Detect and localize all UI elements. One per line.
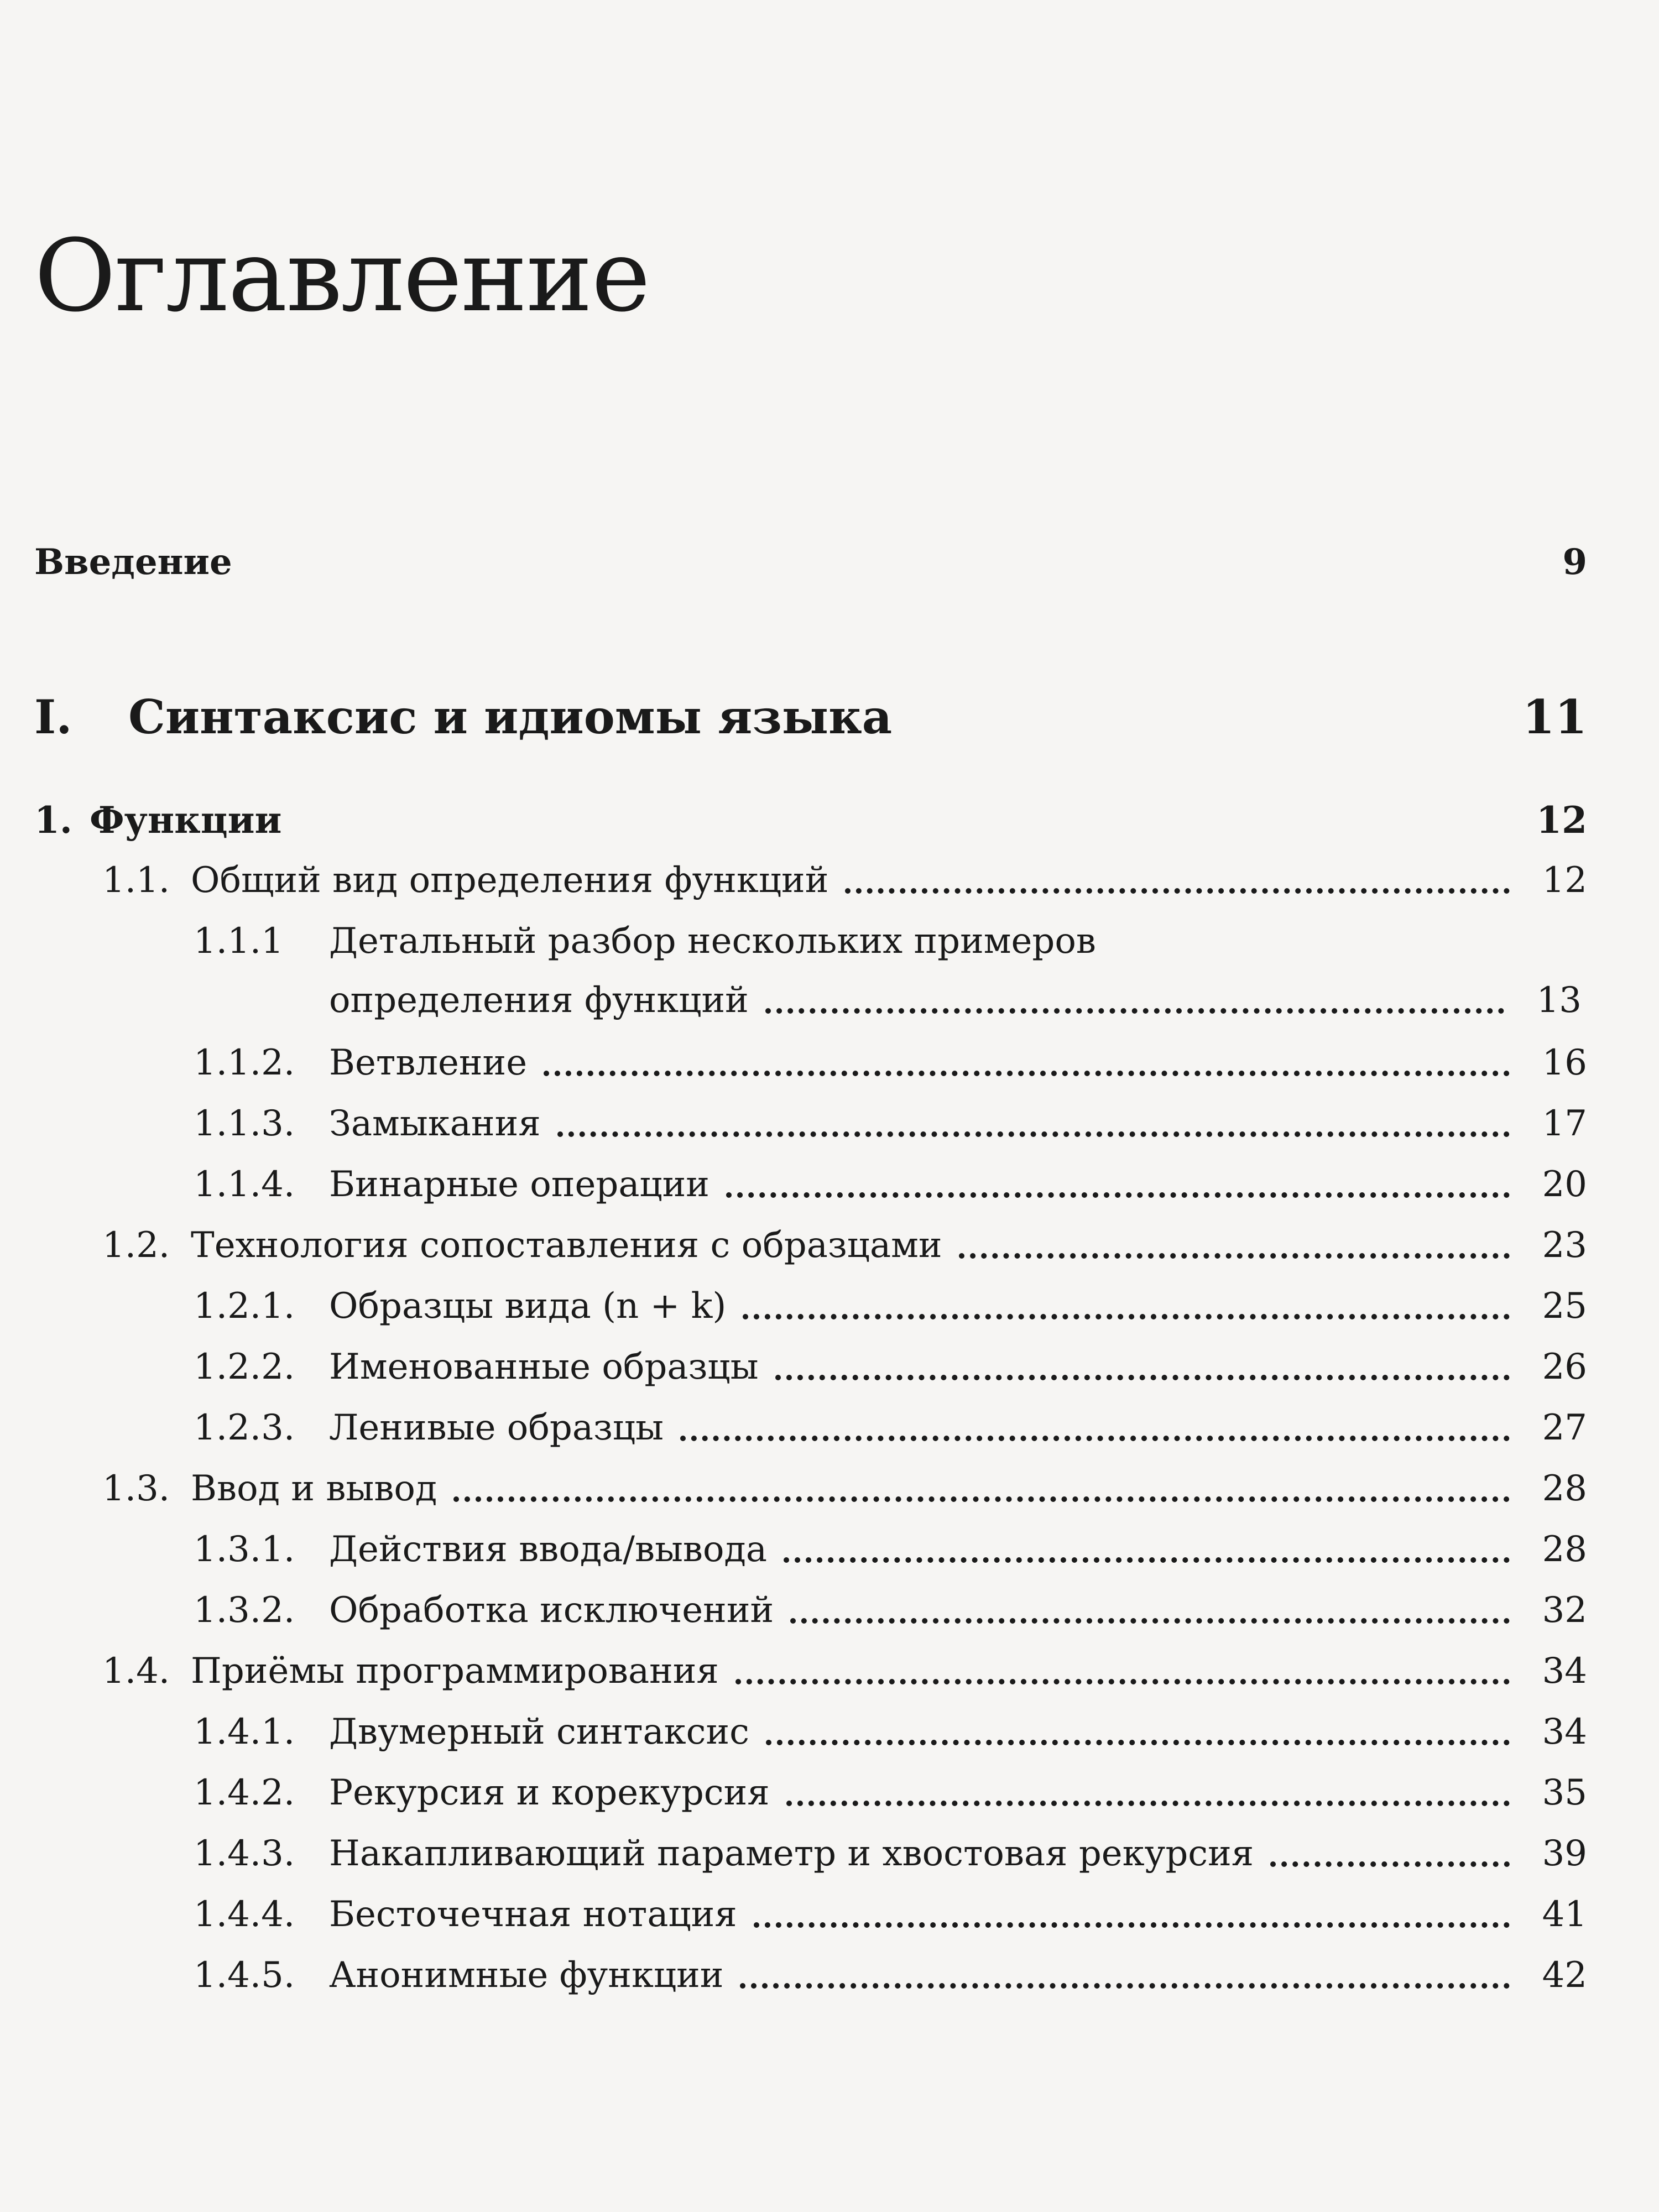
toc-entry-label: Двумерный синтаксис <box>329 1712 749 1752</box>
toc-entry-page: 13 <box>1536 980 1582 1021</box>
toc-leader-dots <box>740 1983 1510 1989</box>
toc-leader-dots <box>790 1618 1510 1624</box>
toc-entry-subsection[interactable] <box>0 1590 1587 1631</box>
toc-entry-number: 1.1.4. <box>194 1164 295 1205</box>
toc-leader-dots <box>784 1557 1510 1563</box>
toc-entry-label: Рекурсия и корекурсия <box>329 1772 770 1813</box>
toc-entry-subsection[interactable] <box>0 1407 1587 1448</box>
toc-leader-dots <box>1270 1861 1510 1867</box>
toc-entry-label: Накапливающий параметр и хвостовая рекурсия <box>329 1833 1254 1874</box>
toc-entry-label: Синтаксис и идиомы языка <box>128 690 893 744</box>
toc-entry-subsection[interactable] <box>0 1833 1587 1874</box>
toc-entry-label: Детальный разбор нескольких примеров <box>329 921 1096 962</box>
toc-entry-page: 35 <box>1542 1772 1587 1813</box>
toc-entry-subsection-continued[interactable] <box>0 980 1582 1021</box>
toc-entry-page: 12 <box>1542 860 1587 901</box>
toc-entry-label: Обработка исключений <box>329 1590 774 1631</box>
toc-entry-number: 1.2. <box>102 1225 170 1266</box>
toc-entry-label: Введение <box>34 541 232 583</box>
toc-entry-subsection[interactable] <box>0 1714 1587 1750</box>
toc-entry-subsection[interactable] <box>0 1103 1587 1144</box>
toc-entry-page: 11 <box>1522 690 1587 744</box>
toc-entry-number: 1.2.2. <box>194 1347 295 1387</box>
toc-leader-dots <box>775 1375 1510 1380</box>
toc-entry-number: 1.4.3. <box>194 1833 295 1874</box>
toc-leader-dots <box>766 1740 1510 1745</box>
toc-entry-subsection[interactable] <box>0 1772 1587 1813</box>
toc-part-number: I. <box>34 690 72 744</box>
toc-entry-page: 20 <box>1542 1164 1587 1205</box>
toc-entry-subsection[interactable] <box>0 1894 1587 1935</box>
toc-entry-number: 1.3.1. <box>194 1529 295 1570</box>
toc-entry-number: 1.1.2. <box>194 1042 295 1083</box>
toc-entry-label: Действия ввода/вывода <box>329 1529 768 1570</box>
toc-entry-page: 9 <box>1562 541 1587 583</box>
toc-entry-page: 17 <box>1542 1103 1587 1144</box>
toc-leader-dots <box>743 1314 1510 1319</box>
toc-entry-number: 1.3.2. <box>194 1590 295 1631</box>
toc-entry-page: 12 <box>1536 799 1587 842</box>
toc-entry-number: 1.4.1. <box>194 1712 295 1752</box>
toc-entry-number: 1.4.2. <box>194 1772 295 1813</box>
toc-leader-dots <box>453 1496 1510 1502</box>
toc-entry-number: 1.1. <box>102 860 170 901</box>
toc-entry-page: 34 <box>1542 1712 1587 1752</box>
toc-entry-page: 39 <box>1542 1833 1587 1874</box>
toc-leader-dots <box>765 1008 1504 1014</box>
toc-leader-dots <box>557 1131 1510 1137</box>
toc-entry-chapter[interactable] <box>0 799 1659 842</box>
toc-entry-subsection[interactable] <box>0 1164 1587 1205</box>
toc-entry-section[interactable] <box>0 1468 1587 1509</box>
toc-entry-page: 28 <box>1542 1468 1587 1509</box>
toc-entry-page: 27 <box>1542 1407 1587 1448</box>
toc-entry-subsection[interactable] <box>0 1955 1587 1996</box>
toc-entry-section[interactable] <box>0 1225 1587 1266</box>
toc-entry-subsection[interactable] <box>0 1529 1587 1570</box>
toc-leader-dots <box>680 1436 1510 1441</box>
toc-entry-label: Образцы вида (n + k) <box>329 1286 727 1327</box>
toc-entry-number: 1.2.3. <box>194 1407 295 1448</box>
toc-entry-subsection[interactable] <box>0 1349 1587 1385</box>
toc-entry-number: 1.1.1 <box>194 921 284 962</box>
toc-entry-intro[interactable] <box>0 541 1659 583</box>
toc-entry-page: 32 <box>1542 1590 1587 1631</box>
toc-entry-number: 1.1.3. <box>194 1103 295 1144</box>
toc-chapter-number: 1. <box>34 799 72 842</box>
toc-leader-dots <box>959 1253 1510 1259</box>
toc-entry-page: 16 <box>1542 1042 1587 1083</box>
toc-entry-page: 34 <box>1542 1651 1587 1692</box>
toc-leader-dots <box>754 1922 1510 1928</box>
toc-entry-label: Ветвление <box>329 1042 528 1083</box>
toc-entry-label: Анонимные функции <box>329 1955 724 1996</box>
toc-entry-label: Бинарные операции <box>329 1164 709 1205</box>
toc-entry-page: 25 <box>1542 1286 1587 1327</box>
toc-entry-page: 28 <box>1542 1529 1587 1570</box>
toc-entry-page: 23 <box>1542 1225 1587 1266</box>
toc-entry-subsection[interactable] <box>0 1042 1587 1083</box>
toc-leader-dots <box>544 1071 1510 1076</box>
toc-entry-label: Именованные образцы <box>329 1347 759 1387</box>
toc-entry-page: 41 <box>1542 1894 1587 1935</box>
toc-entry-label: Технология сопоставления с образцами <box>191 1225 942 1266</box>
toc-entry-label: Замыкания <box>329 1103 541 1144</box>
toc-entry-label: Ввод и вывод <box>191 1468 437 1509</box>
toc-leader-dots <box>735 1679 1510 1684</box>
toc-entry-number: 1.2.1. <box>194 1286 295 1327</box>
page-title: Оглавление <box>34 218 650 334</box>
toc-entry-part[interactable] <box>0 690 1659 744</box>
toc-entry-number: 1.3. <box>102 1468 170 1509</box>
toc-entry-number: 1.4. <box>102 1651 170 1692</box>
toc-entry-label: Функции <box>90 799 282 842</box>
toc-leader-dots <box>726 1192 1510 1198</box>
toc-entry-number: 1.4.5. <box>194 1955 295 1996</box>
toc-leader-dots <box>786 1801 1510 1806</box>
toc-entry-page: 42 <box>1542 1955 1587 1996</box>
toc-entry-subsection[interactable] <box>0 921 1659 962</box>
toc-entry-label: Бесточечная нотация <box>329 1894 737 1935</box>
toc-leader-dots <box>845 888 1510 894</box>
toc-entry-label: Ленивые образцы <box>329 1407 664 1448</box>
toc-entry-label: Общий вид определения функций <box>191 860 829 901</box>
toc-entry-section[interactable] <box>0 860 1587 901</box>
toc-entry-label: Приёмы программирования <box>191 1651 719 1692</box>
toc-entry-page: 26 <box>1542 1347 1587 1387</box>
toc-entry-number: 1.4.4. <box>194 1894 295 1935</box>
toc-entry-section[interactable] <box>0 1651 1587 1692</box>
toc-entry-subsection[interactable] <box>0 1286 1587 1327</box>
toc-entry-label-continued: определения функций <box>329 980 749 1021</box>
